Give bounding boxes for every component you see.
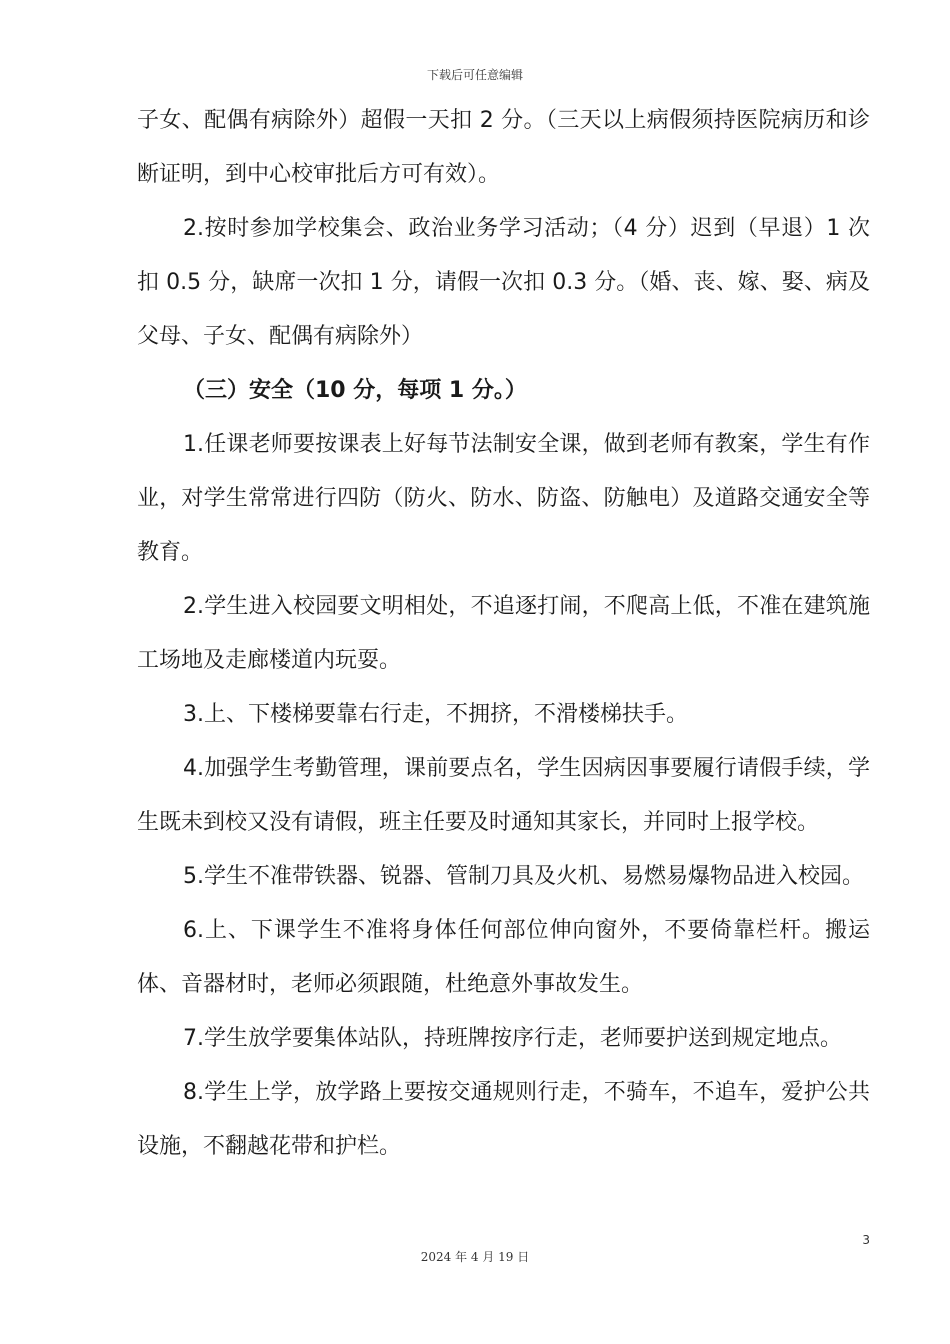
paragraph-safety-2: 2.学生进入校园要文明相处，不追逐打闹，不爬高上低，不准在建筑施工场地及走廊楼道内玩耍。 xyxy=(137,594,870,673)
document-body xyxy=(137,94,870,1174)
paragraph-safety-5: 5.学生不准带铁器、锐器、管制刀具及火机、易燃易爆物品进入校园。 xyxy=(183,864,864,889)
paragraph-safety-8: 8.学生上学，放学路上要按交通规则行走，不骑车，不追车，爱护公共设施，不翻越花带和护栏。 xyxy=(137,1080,870,1159)
paragraph-safety-7: 7.学生放学要集体站队，持班牌按序行走，老师要护送到规定地点。 xyxy=(183,1026,842,1051)
paragraph-safety-6: 6.上、下课学生不准将身体任何部位伸向窗外，不要倚靠栏杆。搬运体、音器材时，老师必须跟随，杜绝意外事故发生。 xyxy=(137,918,870,997)
paragraph-safety-4: 4.加强学生考勤管理，课前要点名，学生因病因事要履行请假手续，学生既未到校又没有请假，班主任要及时通知其家长，并同时上报学校。 xyxy=(137,756,870,835)
paragraph-continuation: 子女、配偶有病除外）超假一天扣 2 分。（三天以上病假须持医院病历和诊断证明，到中心校审批后方可有效）。 xyxy=(137,108,870,187)
page-header: 下载后可任意编辑 xyxy=(426,68,523,82)
page-number: 3 xyxy=(862,1233,870,1247)
paragraph-safety-3: 3.上、下楼梯要靠右行走，不拥挤，不滑楼梯扶手。 xyxy=(183,702,688,727)
section-heading-safety: （三）安全（10 分，每项 1 分。） xyxy=(183,378,527,403)
page-footer-date: 2024 年 4 月 19 日 xyxy=(420,1250,530,1264)
paragraph-safety-1: 1.任课老师要按课表上好每节法制安全课，做到老师有教案，学生有作业，对学生常常进行四防（防火、防水、防盗、防触电）及道路交通安全等教育。 xyxy=(137,432,870,565)
paragraph-item-2-meetings: 2.按时参加学校集会、政治业务学习活动；（4 分）迟到（早退）1 次扣 0.5 分，缺席一次扣 1 分，请假一次扣 0.3 分。（婚、丧、嫁、娶、病及父母、子女、配偶有病除外） xyxy=(137,216,870,349)
